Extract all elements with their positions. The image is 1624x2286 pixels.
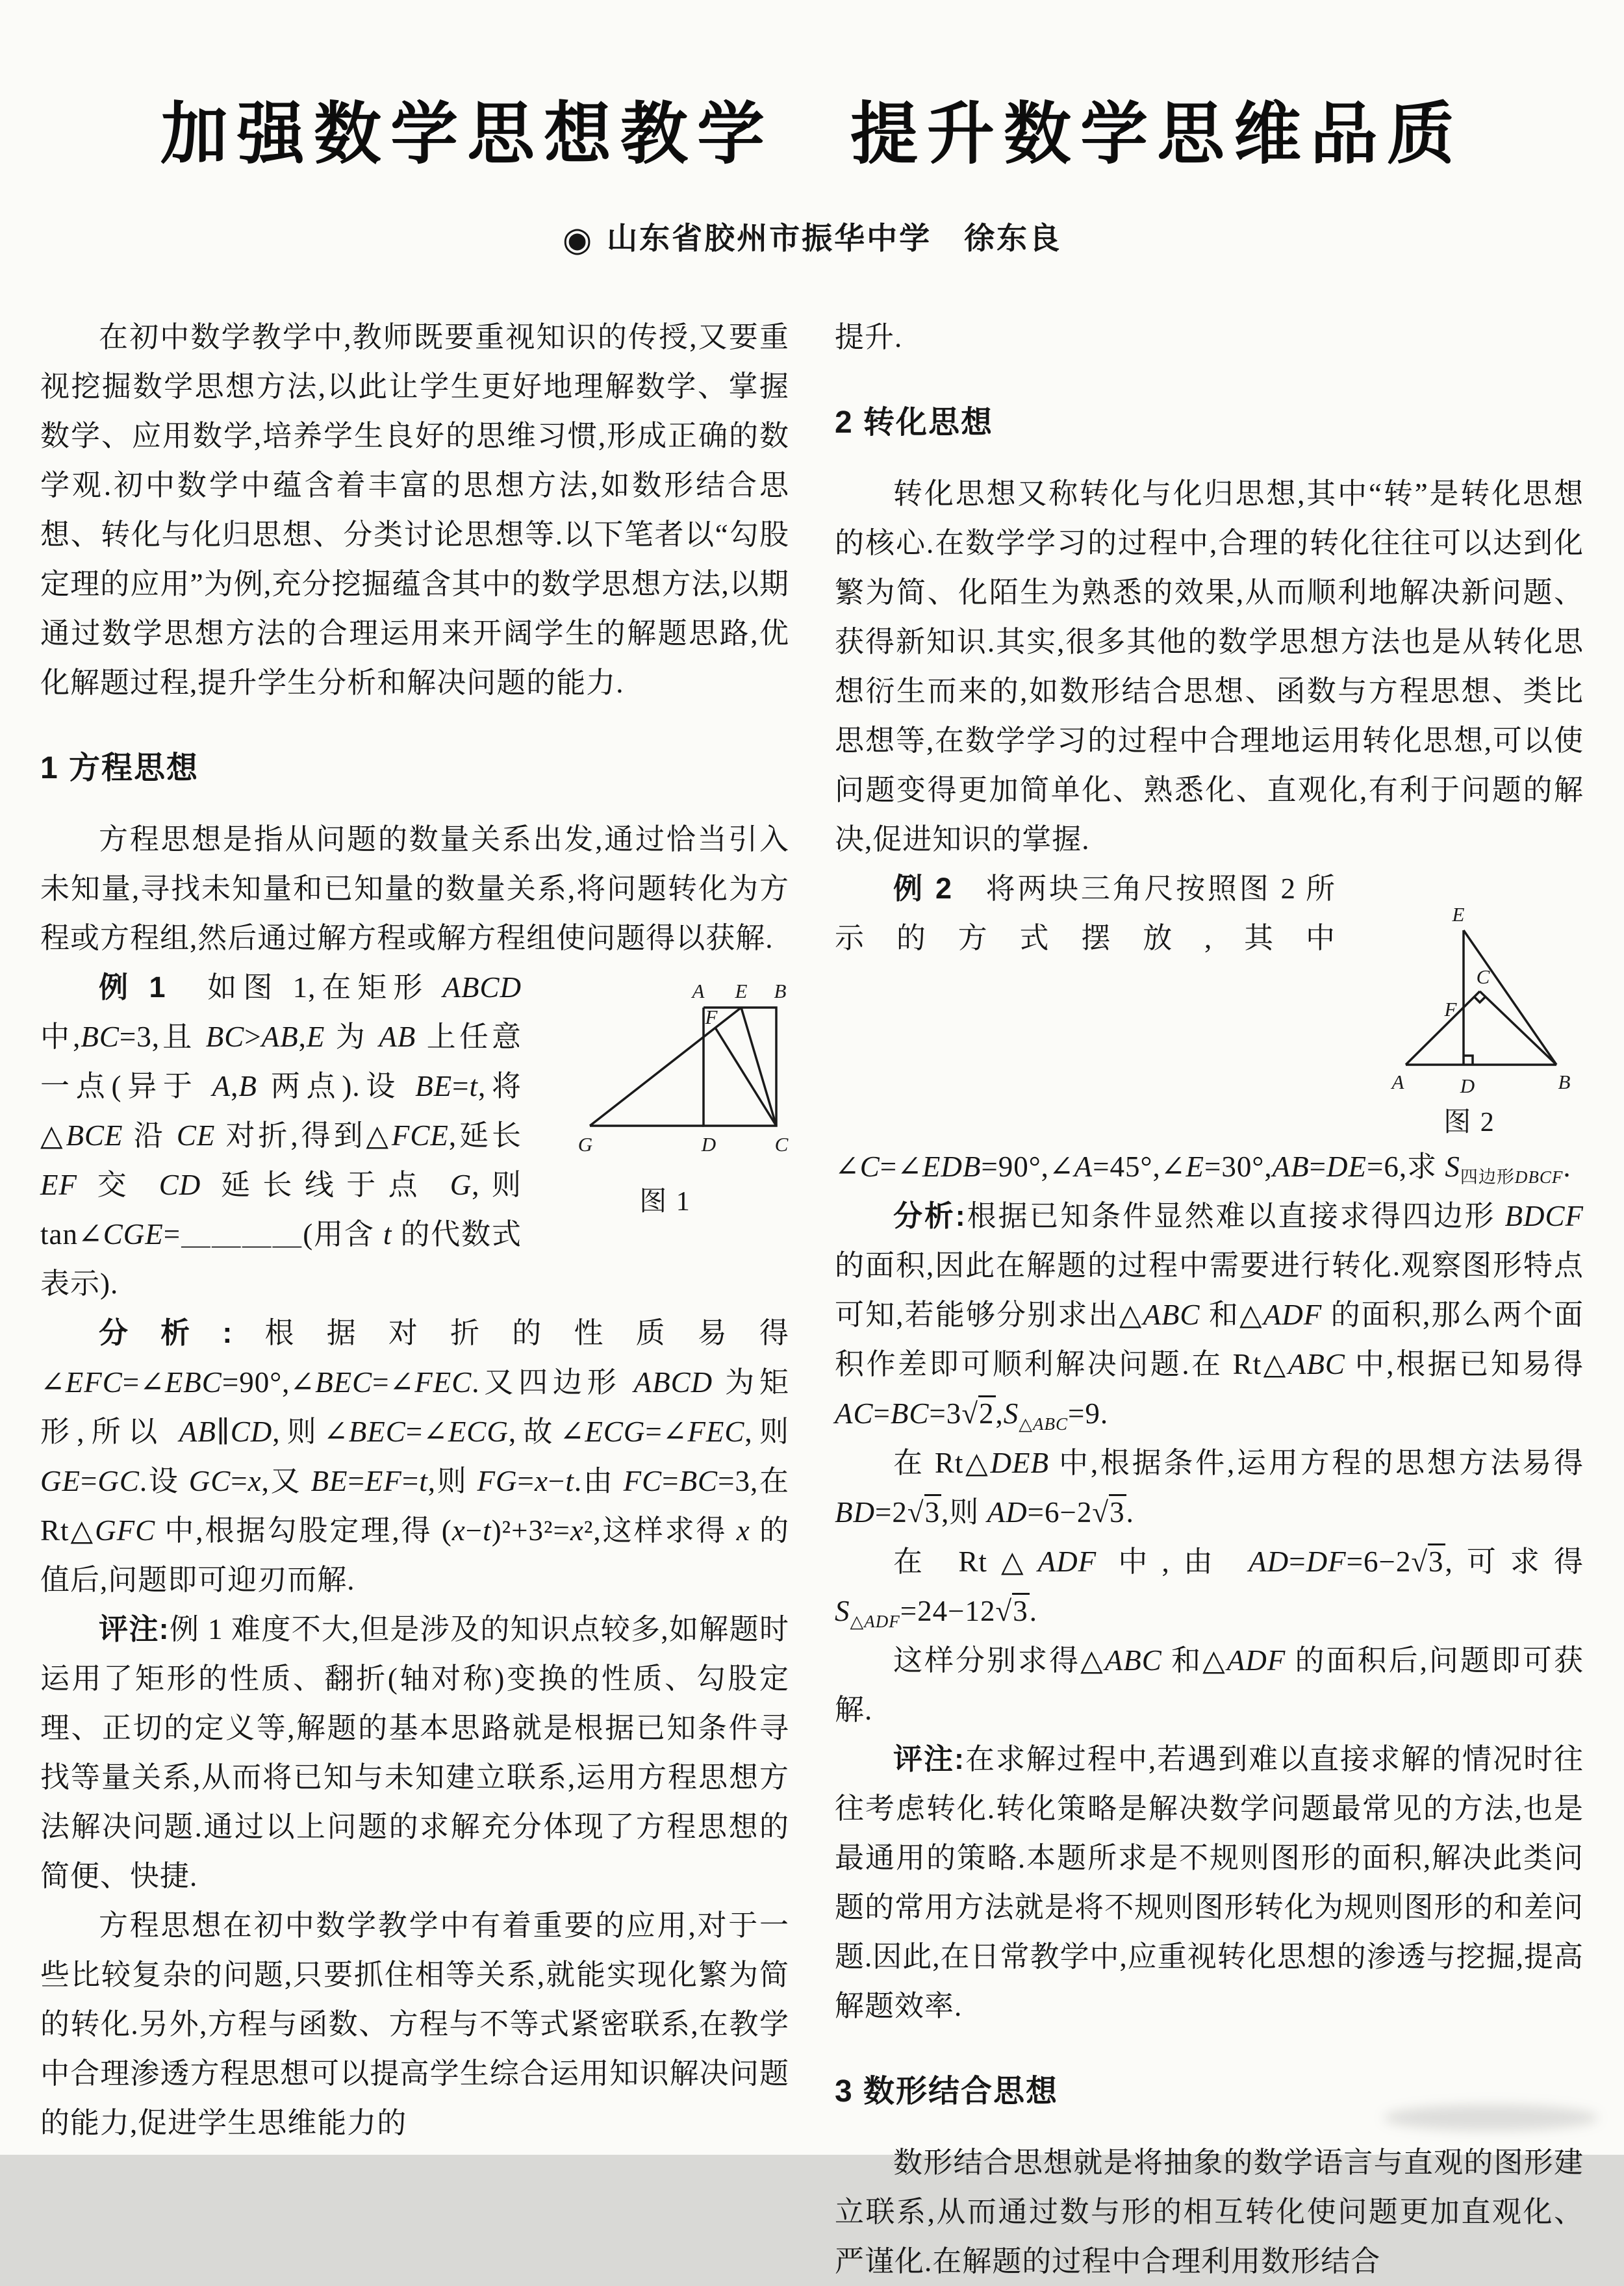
section-3-heading: 3 数形结合思想 — [835, 2074, 1059, 2109]
comment-2-label: 评注: — [893, 1742, 965, 1775]
intro-paragraph: 在初中数学教学中,教师既要重视知识的传授,又要重视挖掘数学思想方法,以此让学生更好地理解数学、掌握数学、应用数学,培养学生良好的思维习惯,形成正确的数学观.初中数学中蕴含着丰富的思想方法,如数形结合思想、转化与化归思想、分类讨论思想等.以下笔者以“勾股定理的应用”为例,充分挖掘蕴含其中的数学思想方法,以期通过数学思想方法的合理运用来开阔学生的解题思路,优化解题过程,提升学生分析和解决问题的能力. — [40, 321, 789, 699]
analysis-1-label: 分析: — [99, 1316, 233, 1349]
paragraph-summary: 这样分别求得△ABC 和△ADF 的面积后,问题即可获解. — [835, 1644, 1584, 1726]
continuation-paragraph: 提升. — [835, 321, 903, 353]
segment-ec — [741, 1008, 776, 1126]
section-3-intro: 数形结合思想就是将抽象的数学语言与直观的图形建立联系,从而通过数与形的相互转化使问题更加直观化、严谨化.在解题的过程中合理利用数形结合 — [835, 2146, 1584, 2278]
figure-2 — [1355, 872, 1584, 1139]
figure-2-label-d: D — [1460, 1074, 1475, 1097]
section-2-heading: 2 转化思想 — [835, 405, 994, 440]
right-column — [835, 312, 1584, 2286]
right-angle-mark-c — [1475, 997, 1486, 1003]
figure-2-label-f: F — [1444, 998, 1457, 1021]
section-1-heading: 1 方程思想 — [40, 751, 199, 785]
comment-1-text: 例 1 难度不大,但是涉及的知识点较多,如解题时运用了矩形的性质、翻折(轴对称)变换的性质、勾股定理、正切的定义等,解题的基本思路就是根据已知条件寻找等量关系,从而将已知与未知建立联系,运用方程思想方法解决问题.通过以上问题的求解充分体现了方程思想的简便、快捷. — [40, 1613, 789, 1892]
figure-2-label-a: A — [1391, 1071, 1404, 1093]
figure-1-label-g: G — [577, 1133, 593, 1156]
figure-1-label-c: C — [774, 1133, 789, 1156]
figure-2-diagram — [1355, 872, 1584, 1098]
section-1-closing: 方程思想在初中数学教学中有着重要的应用,对于一些比较复杂的问题,只要抓住相等关系,就能实现化繁为简的转化.另外,方程与函数、方程与不等式紧密联系,在教学中合理渗透方程思想可以提高学生综合运用知识解决问题的能力,促进学生思维能力的 — [40, 1909, 789, 2139]
author-text: 山东省胶州市振华中学 徐东良 — [607, 221, 1062, 255]
figure-1-label-d: D — [701, 1133, 717, 1156]
section-1-intro: 方程思想是指从问题的数量关系出发,通过恰当引入未知量,寻找未知量和已知量的数量关系,将问题转化为方程或方程组,然后通过解方程或解方程组使问题得以获解. — [40, 823, 789, 954]
byline — [40, 214, 1584, 259]
figure-1-diagram — [541, 971, 789, 1177]
page-title: 加强数学思想教学 提升数学思维品质 — [160, 97, 1464, 172]
comment-1-label: 评注: — [99, 1612, 170, 1645]
left-column — [40, 312, 789, 2286]
figure-2-label-c: C — [1476, 965, 1490, 988]
analysis-2-label: 分析: — [893, 1199, 966, 1232]
analysis-1-paragraph — [40, 1308, 789, 1605]
figure-1-label-a: A — [692, 980, 705, 1002]
segment-eb — [1464, 930, 1556, 1065]
analysis-2-text: 根据已知条件显然难以直接求得四边形 BDCF 的面积,因此在解题的过程中需要进行转化.观察图形特点可知,若能够分别求出△ABC 和△ADF 的面积,那么两个面积作差即可顺利解决问题.在 Rt△ABC 中,根据已知易得 $AC=BC=3√2,S_{\triangle ABC}=9$. — [835, 1200, 1584, 1434]
scan-smudge — [1384, 2105, 1598, 2131]
analysis-1-text: 根据对折的性质易得∠EFC=∠EBC=90°,∠BEC=∠FEC.又四边形 ABCD 为矩形,所以 AB∥CD,则∠BEC=∠ECG,故∠ECG=∠FEC,则 GE=GC.设 GC=x,又 BE=EF=t,则 FG=x−t.由 FC=BC=3,在 Rt△GFC 中,根据勾股定理,得 (x−t)²+3²=x²,这样求得 x 的值后,问题即可迎刃而解. — [40, 1317, 789, 1596]
segment-cb — [1480, 991, 1556, 1065]
right-angle-mark-d — [1464, 1056, 1473, 1065]
example-2-text: 将两块三角尺按照图 2 所示的方式摆放,其中∠C=∠EDB=90°,∠A=45°,∠E=30°,AB=DE=6,求 $S_{四边形DBCF}$. — [835, 872, 1571, 1187]
example-1-text: 如图 1,在矩形 ABCD 中,BC=3,且 BC>AB,E 为 AB 上任意一点(异于 A,B 两点).设 BE=t,将△BCE 沿 CE 对折,得到△FCE,延长 EF 交 CD 延长线于点 G,则 tan∠CGE=＿＿＿＿(用含 t 的代数式表示). — [40, 971, 522, 1300]
comment-2-paragraph — [835, 1734, 1584, 2031]
segment-ac — [1406, 991, 1480, 1065]
segment-ge — [590, 1008, 741, 1126]
figure-1 — [541, 971, 789, 1219]
two-column-body — [40, 312, 1584, 2286]
section-2-intro: 转化思想又称转化与化归思想,其中“转”是转化思想的核心.在数学学习的过程中,合理的转化往往可以达到化繁为简、化陌生为熟悉的效果,从而顺利地解决新问题、获得新知识.其实,很多其他的数学思想方法也是从转化思想衍生而来的,如数形结合思想、函数与方程思想、类比思想等,在数学学习的过程中合理地运用转化思想,可以使问题变得更加简单化、熟悉化、直观化,有利于问题的解决,促进知识的掌握. — [835, 477, 1584, 856]
paragraph-rt-adf: 在 Rt△ADF 中,由 AD=DF=6−2√3,可求得 $S_{\triangle ADF}=24-12√3$. — [835, 1537, 1584, 1636]
example-2-label: 例 2 — [893, 872, 953, 905]
figure-1-label-f: F — [705, 1006, 718, 1028]
comment-2-text: 在求解过程中,若遇到难以直接求解的情况时往往考虑转化.转化策略是解决数学问题最常见的方法,也是最通用的策略.本题所求是不规则图形的面积,解决此类问题的常用方法就是将不规则图形转化为规则图形的和差问题.因此,在日常教学中,应重视转化思想的渗透与挖掘,提高解题效率. — [835, 1743, 1584, 2022]
example-1-label: 例 1 — [99, 971, 166, 1004]
figure-1-caption: 图 1 — [639, 1187, 691, 1217]
figure-2-label-b: B — [1558, 1071, 1571, 1093]
figure-1-label-b: B — [774, 980, 787, 1002]
figure-2-caption: 图 2 — [1443, 1108, 1495, 1137]
comment-1-paragraph — [40, 1605, 789, 1901]
analysis-2-paragraph — [835, 1191, 1584, 1438]
figure-2-label-e: E — [1452, 903, 1465, 926]
figure-1-label-e: E — [735, 980, 748, 1002]
paragraph-rt-deb: 在 Rt△DEB 中,根据条件,运用方程的思想方法易得 BD=2√3,则 AD=6−2√3. — [835, 1447, 1584, 1529]
author-bullet-icon: ◉ — [562, 221, 594, 259]
segment-fc — [715, 1028, 776, 1126]
